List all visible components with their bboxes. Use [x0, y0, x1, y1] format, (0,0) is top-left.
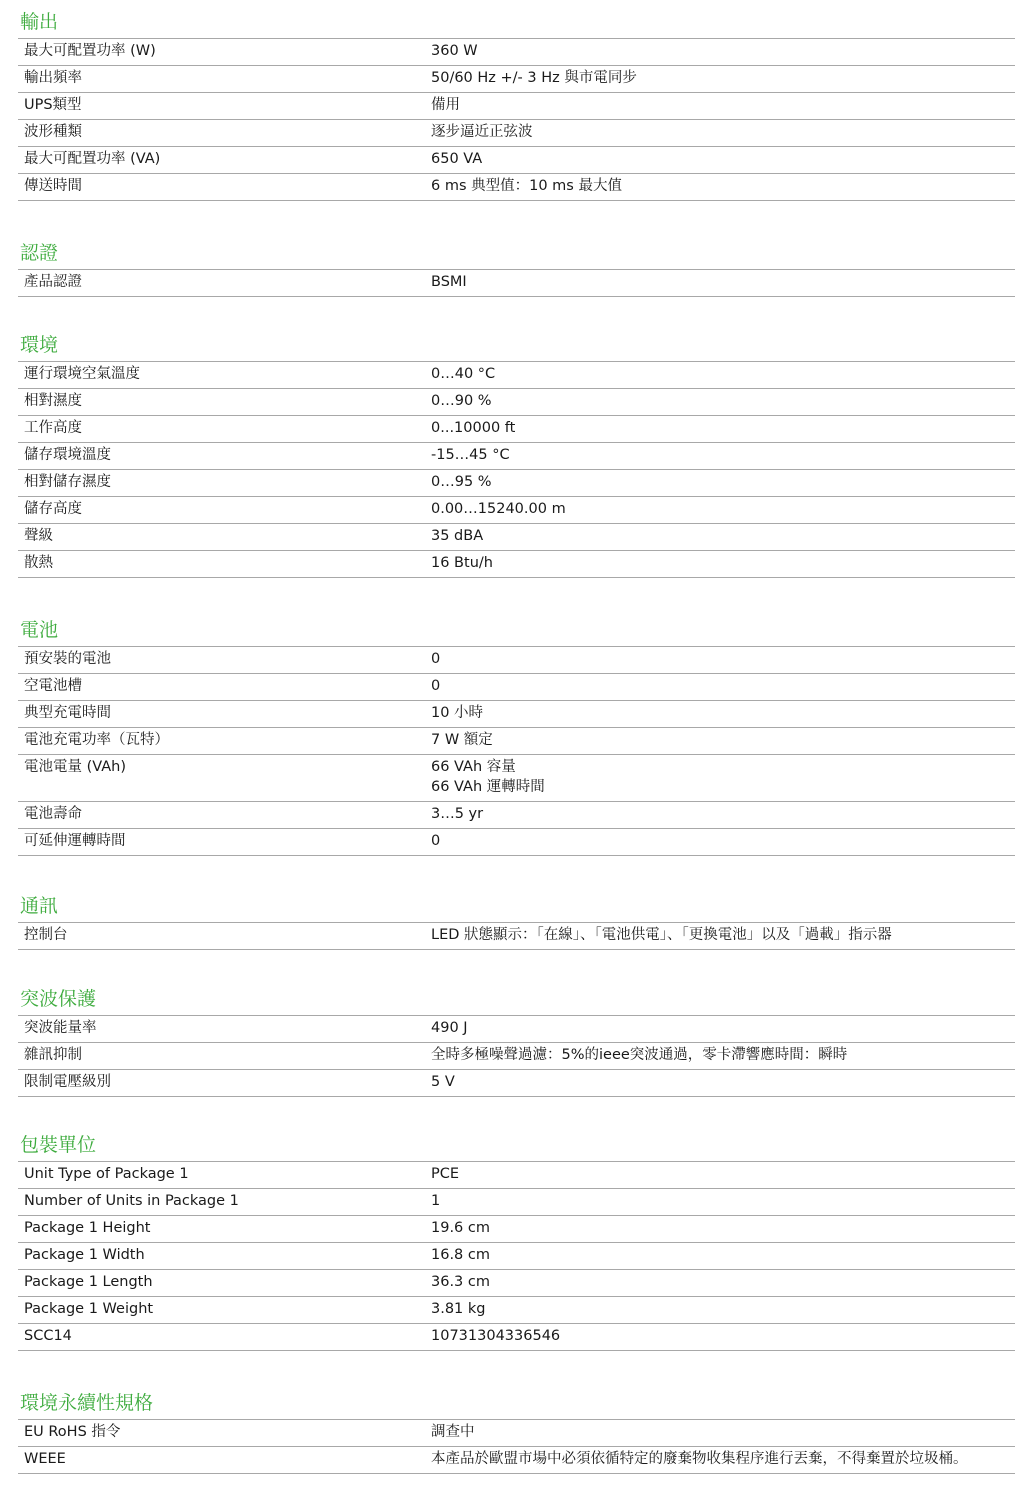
spec-value — [431, 389, 1015, 415]
section-title: 包裝單位 — [20, 1134, 97, 1156]
spec-value-line: 66 VAh 運轉時間 — [431, 779, 545, 795]
spec-label: 電池壽命 — [24, 806, 82, 822]
spec-value — [431, 497, 1015, 523]
spec-value-line: 16 Btu/h — [431, 555, 493, 571]
spec-label: UPS類型 — [24, 97, 82, 113]
spec-label: Package 1 Height — [24, 1220, 151, 1236]
spec-value — [431, 1043, 1015, 1069]
spec-table — [18, 922, 1015, 950]
spec-value — [431, 1447, 996, 1473]
spec-value — [431, 270, 1015, 296]
spec-value — [431, 701, 1015, 727]
spec-value-line: 490 J — [431, 1020, 468, 1036]
spec-label: 傳送時間 — [24, 178, 82, 194]
spec-row — [18, 270, 1015, 297]
spec-value — [431, 674, 1015, 700]
spec-label: 電池電量 (VAh) — [24, 759, 127, 775]
spec-label: Package 1 Weight — [24, 1301, 154, 1317]
section-title: 環境永續性規格 — [20, 1392, 154, 1414]
spec-value — [431, 66, 1015, 92]
spec-row — [18, 147, 1015, 174]
spec-table — [18, 1015, 1015, 1097]
spec-value-line: 6 ms 典型值：10 ms 最大值 — [431, 178, 622, 194]
spec-value-line: -15…45 °C — [431, 447, 510, 463]
spec-table — [18, 646, 1015, 856]
spec-value — [431, 1070, 1015, 1096]
spec-label: 產品認證 — [24, 274, 82, 290]
spec-label: 最大可配置功率 (VA) — [24, 151, 161, 167]
spec-value-line: 650 VA — [431, 151, 483, 167]
spec-value-line: 0.00…15240.00 m — [431, 501, 566, 517]
spec-label: 儲存高度 — [24, 501, 82, 517]
spec-row — [18, 1243, 1015, 1270]
spec-value-line: 16.8 cm — [431, 1247, 490, 1263]
spec-value — [431, 147, 1015, 173]
spec-row — [18, 829, 1015, 856]
spec-value — [431, 1243, 1015, 1269]
spec-value-line: 備用 — [431, 97, 460, 113]
spec-row — [18, 923, 1015, 950]
spec-label: 雜訊抑制 — [24, 1047, 82, 1063]
spec-label: 空電池槽 — [24, 678, 82, 694]
spec-row — [18, 443, 1015, 470]
spec-value-line: 0...10000 ft — [431, 420, 516, 436]
spec-label: 可延伸運轉時間 — [24, 833, 126, 849]
spec-label: 典型充電時間 — [24, 705, 111, 721]
spec-row — [18, 1297, 1015, 1324]
spec-value — [431, 524, 1015, 550]
spec-value — [431, 93, 1015, 119]
section-title: 輸出 — [20, 11, 59, 33]
spec-row — [18, 120, 1015, 147]
spec-row — [18, 1016, 1015, 1043]
spec-value — [431, 1162, 1015, 1188]
spec-value — [431, 1016, 1015, 1042]
section-title: 突波保護 — [20, 988, 97, 1010]
spec-value-line: 0…95 % — [431, 474, 492, 490]
spec-label: 儲存環境溫度 — [24, 447, 111, 463]
spec-label: 突波能量率 — [24, 1020, 97, 1036]
spec-value-line: 3…5 yr — [431, 806, 484, 822]
spec-row — [18, 1420, 1015, 1447]
spec-row — [18, 66, 1015, 93]
spec-row — [18, 174, 1015, 201]
spec-row — [18, 802, 1015, 829]
spec-row — [18, 1324, 1015, 1351]
section-title: 認證 — [20, 242, 59, 264]
spec-row — [18, 93, 1015, 120]
spec-value — [431, 362, 1015, 388]
spec-label: 輸出頻率 — [24, 70, 82, 86]
spec-row — [18, 647, 1015, 674]
spec-value — [431, 829, 1015, 855]
section-title: 環境 — [20, 334, 59, 356]
spec-row — [18, 755, 1015, 802]
spec-row — [18, 551, 1015, 578]
spec-value-line: 逐步逼近正弦波 — [431, 124, 533, 140]
spec-row — [18, 1270, 1015, 1297]
spec-row — [18, 1216, 1015, 1243]
spec-value — [431, 1297, 1015, 1323]
spec-value — [431, 1420, 1015, 1446]
spec-label: 最大可配置功率 (W) — [24, 43, 156, 59]
spec-row — [18, 497, 1015, 524]
spec-value — [431, 416, 1015, 442]
spec-label: Package 1 Width — [24, 1247, 145, 1263]
spec-value-line: 19.6 cm — [431, 1220, 490, 1236]
spec-value — [431, 551, 1015, 577]
spec-label: EU RoHS 指令 — [24, 1424, 121, 1440]
spec-value-line: 7 W 額定 — [431, 732, 493, 748]
spec-label: Unit Type of Package 1 — [24, 1166, 189, 1182]
spec-value-line: BSMI — [431, 274, 467, 290]
spec-value-line: 360 W — [431, 43, 478, 59]
spec-row — [18, 728, 1015, 755]
spec-label: 相對儲存濕度 — [24, 474, 111, 490]
spec-table — [18, 38, 1015, 201]
spec-value — [431, 802, 1015, 828]
spec-value-line: 0 — [431, 651, 441, 667]
spec-value-line: 1 — [431, 1193, 441, 1209]
spec-row — [18, 389, 1015, 416]
spec-label: 運行環境空氣溫度 — [24, 366, 140, 382]
spec-label: 限制電壓級別 — [24, 1074, 111, 1090]
section-title: 電池 — [20, 619, 59, 641]
spec-value — [431, 1216, 1015, 1242]
spec-value-line: 10 小時 — [431, 705, 484, 721]
spec-label: 波形種類 — [24, 124, 82, 140]
spec-value-line: 本產品於歐盟市場中必須依循特定的廢棄物收集程序進行丟棄，不得棄置於垃圾桶。 — [431, 1451, 968, 1467]
spec-value — [431, 174, 1015, 200]
spec-value-line: 3.81 kg — [431, 1301, 486, 1317]
spec-value-line: 50/60 Hz +/- 3 Hz 與市電同步 — [431, 70, 637, 86]
spec-value-line: 0…90 % — [431, 393, 492, 409]
spec-value — [431, 470, 1015, 496]
spec-value-line: 36.3 cm — [431, 1274, 490, 1290]
spec-value — [431, 39, 1015, 65]
spec-label: 電池充電功率（瓦特） — [24, 732, 169, 748]
spec-table — [18, 1419, 1015, 1474]
spec-value-line: 5 V — [431, 1074, 455, 1090]
spec-value — [431, 728, 1015, 754]
spec-value-line: 0…40 °C — [431, 366, 496, 382]
spec-label: Number of Units in Package 1 — [24, 1193, 239, 1209]
spec-value-line: 66 VAh 容量 — [431, 759, 516, 775]
spec-value — [431, 120, 1015, 146]
spec-row — [18, 674, 1015, 701]
spec-label: 聲級 — [24, 528, 53, 544]
spec-row — [18, 701, 1015, 728]
spec-row — [18, 1189, 1015, 1216]
spec-value-line: 0 — [431, 833, 441, 849]
spec-value-line: 全時多極噪聲過濾：5%的ieee突波通過，零卡滯響應時間：瞬時 — [431, 1047, 848, 1063]
spec-value-line: 10731304336546 — [431, 1328, 561, 1344]
spec-label: Package 1 Length — [24, 1274, 153, 1290]
spec-value — [431, 755, 1015, 801]
spec-label: 散熱 — [24, 555, 53, 571]
section-title: 通訊 — [20, 895, 59, 917]
spec-value — [431, 1270, 1015, 1296]
spec-row — [18, 1043, 1015, 1070]
spec-row — [18, 362, 1015, 389]
spec-row — [18, 470, 1015, 497]
spec-table — [18, 269, 1015, 297]
spec-value — [431, 1324, 1015, 1350]
spec-row — [18, 416, 1015, 443]
spec-value — [431, 443, 1015, 469]
spec-label: SCC14 — [24, 1328, 72, 1344]
spec-row — [18, 1070, 1015, 1097]
spec-label: 預安裝的電池 — [24, 651, 111, 667]
spec-table — [18, 361, 1015, 578]
spec-value-line: 0 — [431, 678, 441, 694]
spec-value — [431, 647, 1015, 673]
spec-label: WEEE — [24, 1451, 66, 1467]
spec-value — [431, 1189, 1015, 1215]
spec-row — [18, 524, 1015, 551]
spec-row — [18, 1447, 1015, 1474]
spec-label: 工作高度 — [24, 420, 82, 436]
spec-value-line: PCE — [431, 1166, 460, 1182]
spec-value-line: 35 dBA — [431, 528, 484, 544]
spec-table — [18, 1161, 1015, 1351]
spec-value — [431, 923, 1015, 949]
spec-row — [18, 1162, 1015, 1189]
spec-label: 相對濕度 — [24, 393, 82, 409]
spec-label: 控制台 — [24, 927, 68, 943]
spec-row — [18, 39, 1015, 66]
spec-value-line: 調查中 — [431, 1424, 475, 1440]
spec-value-line: LED 狀態顯示：「在線」、「電池供電」、「更換電池」以及「過載」指示器 — [431, 927, 892, 943]
